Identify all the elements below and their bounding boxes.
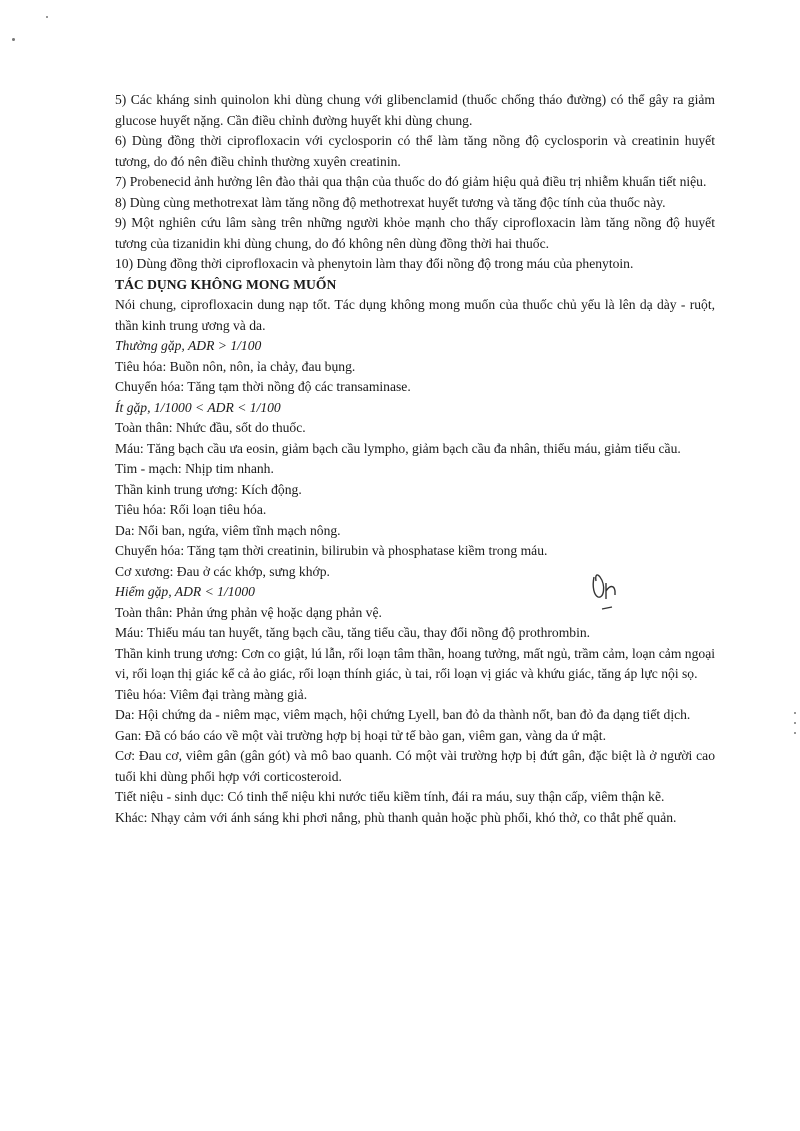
paragraph: 5) Các kháng sinh quinolon khi dùng chung với glibenclamid (thuốc chống tháo đường) có thể gây ra giảm glucose huyết nặng. Cần điều chỉnh đường huyết khi dùng chung. <box>115 92 715 128</box>
document-page <box>115 90 715 828</box>
scan-speck <box>794 732 796 734</box>
paragraph: Toàn thân: Nhức đầu, sốt do thuốc. <box>115 420 306 435</box>
section-heading: TÁC DỤNG KHÔNG MONG MUỐN <box>115 276 337 292</box>
paragraph: Thần kinh trung ương: Cơn co giật, lú lẫn, rối loạn tâm thần, hoang tưởng, mất ngủ, trầm cảm, loạn cảm ngoại vi, rối loạn thị giác kể cả ảo giác, rối loạn thính giác, ù tai, rối loạn vị giác và khứu giác, tăng áp lực nội sọ. <box>115 645 715 681</box>
paragraph: Khác: Nhạy cảm với ánh sáng khi phơi nắng, phù thanh quản hoặc phù phổi, khó thở, co thắt phế quản. <box>115 809 677 825</box>
paragraph: Máu: Thiếu máu tan huyết, tăng bạch cầu, tăng tiểu cầu, thay đổi nồng độ prothrombin. <box>115 625 591 640</box>
paragraph: Tiêu hóa: Viêm đại tràng màng giả. <box>115 686 308 702</box>
frequency-subheading: Hiếm gặp, ADR < 1/1000 <box>115 584 255 599</box>
scan-speck <box>794 722 796 724</box>
paragraph: 7) Probenecid ảnh hưởng lên đào thải qua thận của thuốc do đó giảm hiệu quả điều trị nhiễm khuẩn tiết niệu. <box>115 174 707 189</box>
scan-speck <box>46 16 48 18</box>
paragraph: Tiết niệu - sinh dục: Có tinh thể niệu khi nước tiểu kiềm tính, đái ra máu, suy thận cấp, viêm thận kẽ. <box>115 789 665 804</box>
paragraph: Da: Nổi ban, ngứa, viêm tĩnh mạch nông. <box>115 522 341 538</box>
handwritten-initials <box>588 565 628 615</box>
paragraph: 9) Một nghiên cứu lâm sàng trên những người khỏe mạnh cho thấy ciprofloxacin làm tăng nồng độ huyết tương của tizanidin khi dùng chung, do đó không nên dùng đồng thời hai thuốc. <box>115 215 715 251</box>
paragraph: Máu: Tăng bạch cầu ưa eosin, giảm bạch cầu lympho, giảm bạch cầu đa nhân, thiếu máu, giảm tiểu cầu. <box>115 440 681 456</box>
paragraph: Chuyển hóa: Tăng tạm thời creatinin, bilirubin và phosphatase kiềm trong máu. <box>115 543 548 558</box>
frequency-subheading: Thường gặp, ADR > 1/100 <box>115 338 262 353</box>
scan-speck <box>12 38 15 41</box>
paragraph: 8) Dùng cùng methotrexat làm tăng nồng độ methotrexat huyết tương và tăng độc tính của thuốc này. <box>115 194 666 210</box>
paragraph: Tim - mạch: Nhịp tim nhanh. <box>115 461 274 476</box>
paragraph: 6) Dùng đồng thời ciprofloxacin với cyclosporin có thể làm tăng nồng độ cyclosporin và creatinin huyết tương, do đó nên điều chỉnh thường xuyên creatinin. <box>115 133 715 169</box>
paragraph: Cơ xương: Đau ở các khớp, sưng khớp. <box>115 563 330 579</box>
paragraph: Cơ: Đau cơ, viêm gân (gân gót) và mô bao quanh. Có một vài trường hợp bị đứt gân, đặc biệt là ở người cao tuổi khi dùng phối hợp với corticosteroid. <box>115 748 715 784</box>
frequency-subheading: Ít gặp, 1/1000 < ADR < 1/100 <box>115 399 281 415</box>
paragraph: Gan: Đã có báo cáo về một vài trường hợp bị hoại tử tế bào gan, viêm gan, vàng da ứ mật. <box>115 727 606 743</box>
paragraph: Da: Hội chứng da - niêm mạc, viêm mạch, hội chứng Lyell, ban đỏ da thành nốt, ban đỏ đa dạng tiết dịch. <box>115 707 691 722</box>
paragraph: Tiêu hóa: Buồn nôn, nôn, ỉa chảy, đau bụng. <box>115 358 356 374</box>
paragraph: 10) Dùng đồng thời ciprofloxacin và phenytoin làm thay đổi nồng độ trong máu của phenytoin. <box>115 256 634 271</box>
paragraph: Thần kinh trung ương: Kích động. <box>115 481 302 497</box>
paragraph: Chuyển hóa: Tăng tạm thời nồng độ các transaminase. <box>115 379 411 394</box>
paragraph: Toàn thân: Phản ứng phản vệ hoặc dạng phản vệ. <box>115 604 382 620</box>
paragraph: Tiêu hóa: Rối loạn tiêu hóa. <box>115 502 267 517</box>
scan-speck <box>794 712 796 714</box>
paragraph: Nói chung, ciprofloxacin dung nạp tốt. Tác dụng không mong muốn của thuốc chủ yếu là lên dạ dày - ruột, thần kinh trung ương và da. <box>115 297 715 333</box>
